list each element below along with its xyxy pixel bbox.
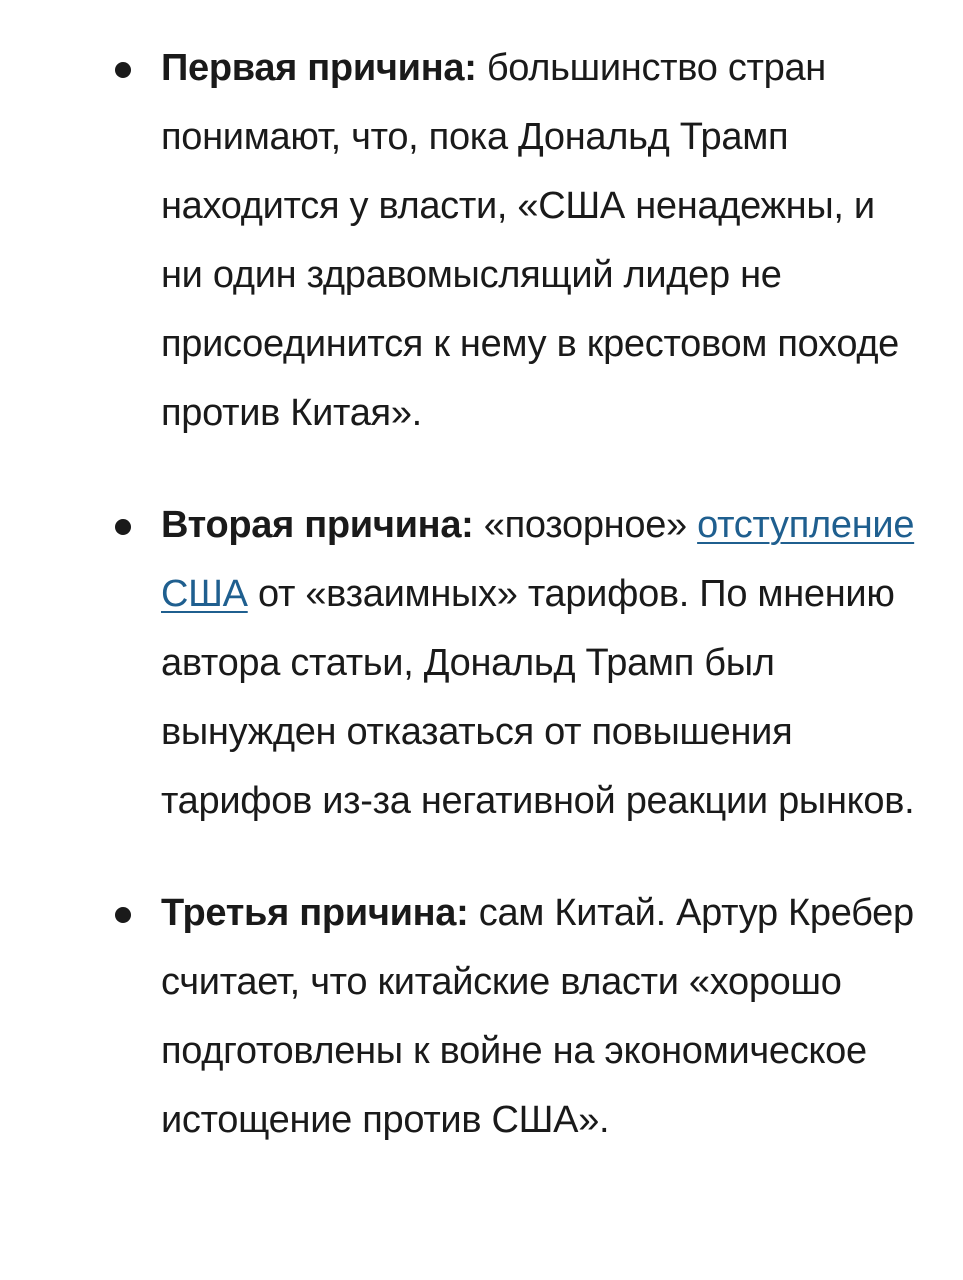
reason-text: большинство стран понимают, что, пока Дональд Трамп находится у власти, «США ненадежны, и ни один здравомыслящий лидер не присоединится к нему в крестовом походе против Китая». [161,47,900,434]
reasons-list [0,34,963,1198]
reason-text-before-link: «позорное» [473,504,698,546]
reason-text: сам Китай. Артур Кребер считает, что китайские власти «хорошо подготовлены к войне на экономическое истощение против США». [161,892,914,1141]
reason-text-after-link: от «взаимных» тарифов. По мнению автора статьи, Дональд Трамп был вынужден отказаться от повышения тарифов из-за негативной реакции рынков. [161,573,915,822]
reason-label: Третья причина: [161,892,469,934]
list-item-reason-2 [0,491,963,836]
list-item-reason-3 [0,879,963,1155]
reason-label: Вторая причина: [161,504,474,546]
reason-label: Первая причина: [161,47,477,89]
retreat-link[interactable]: отступление США [161,504,915,615]
list-item-reason-1 [0,34,963,448]
